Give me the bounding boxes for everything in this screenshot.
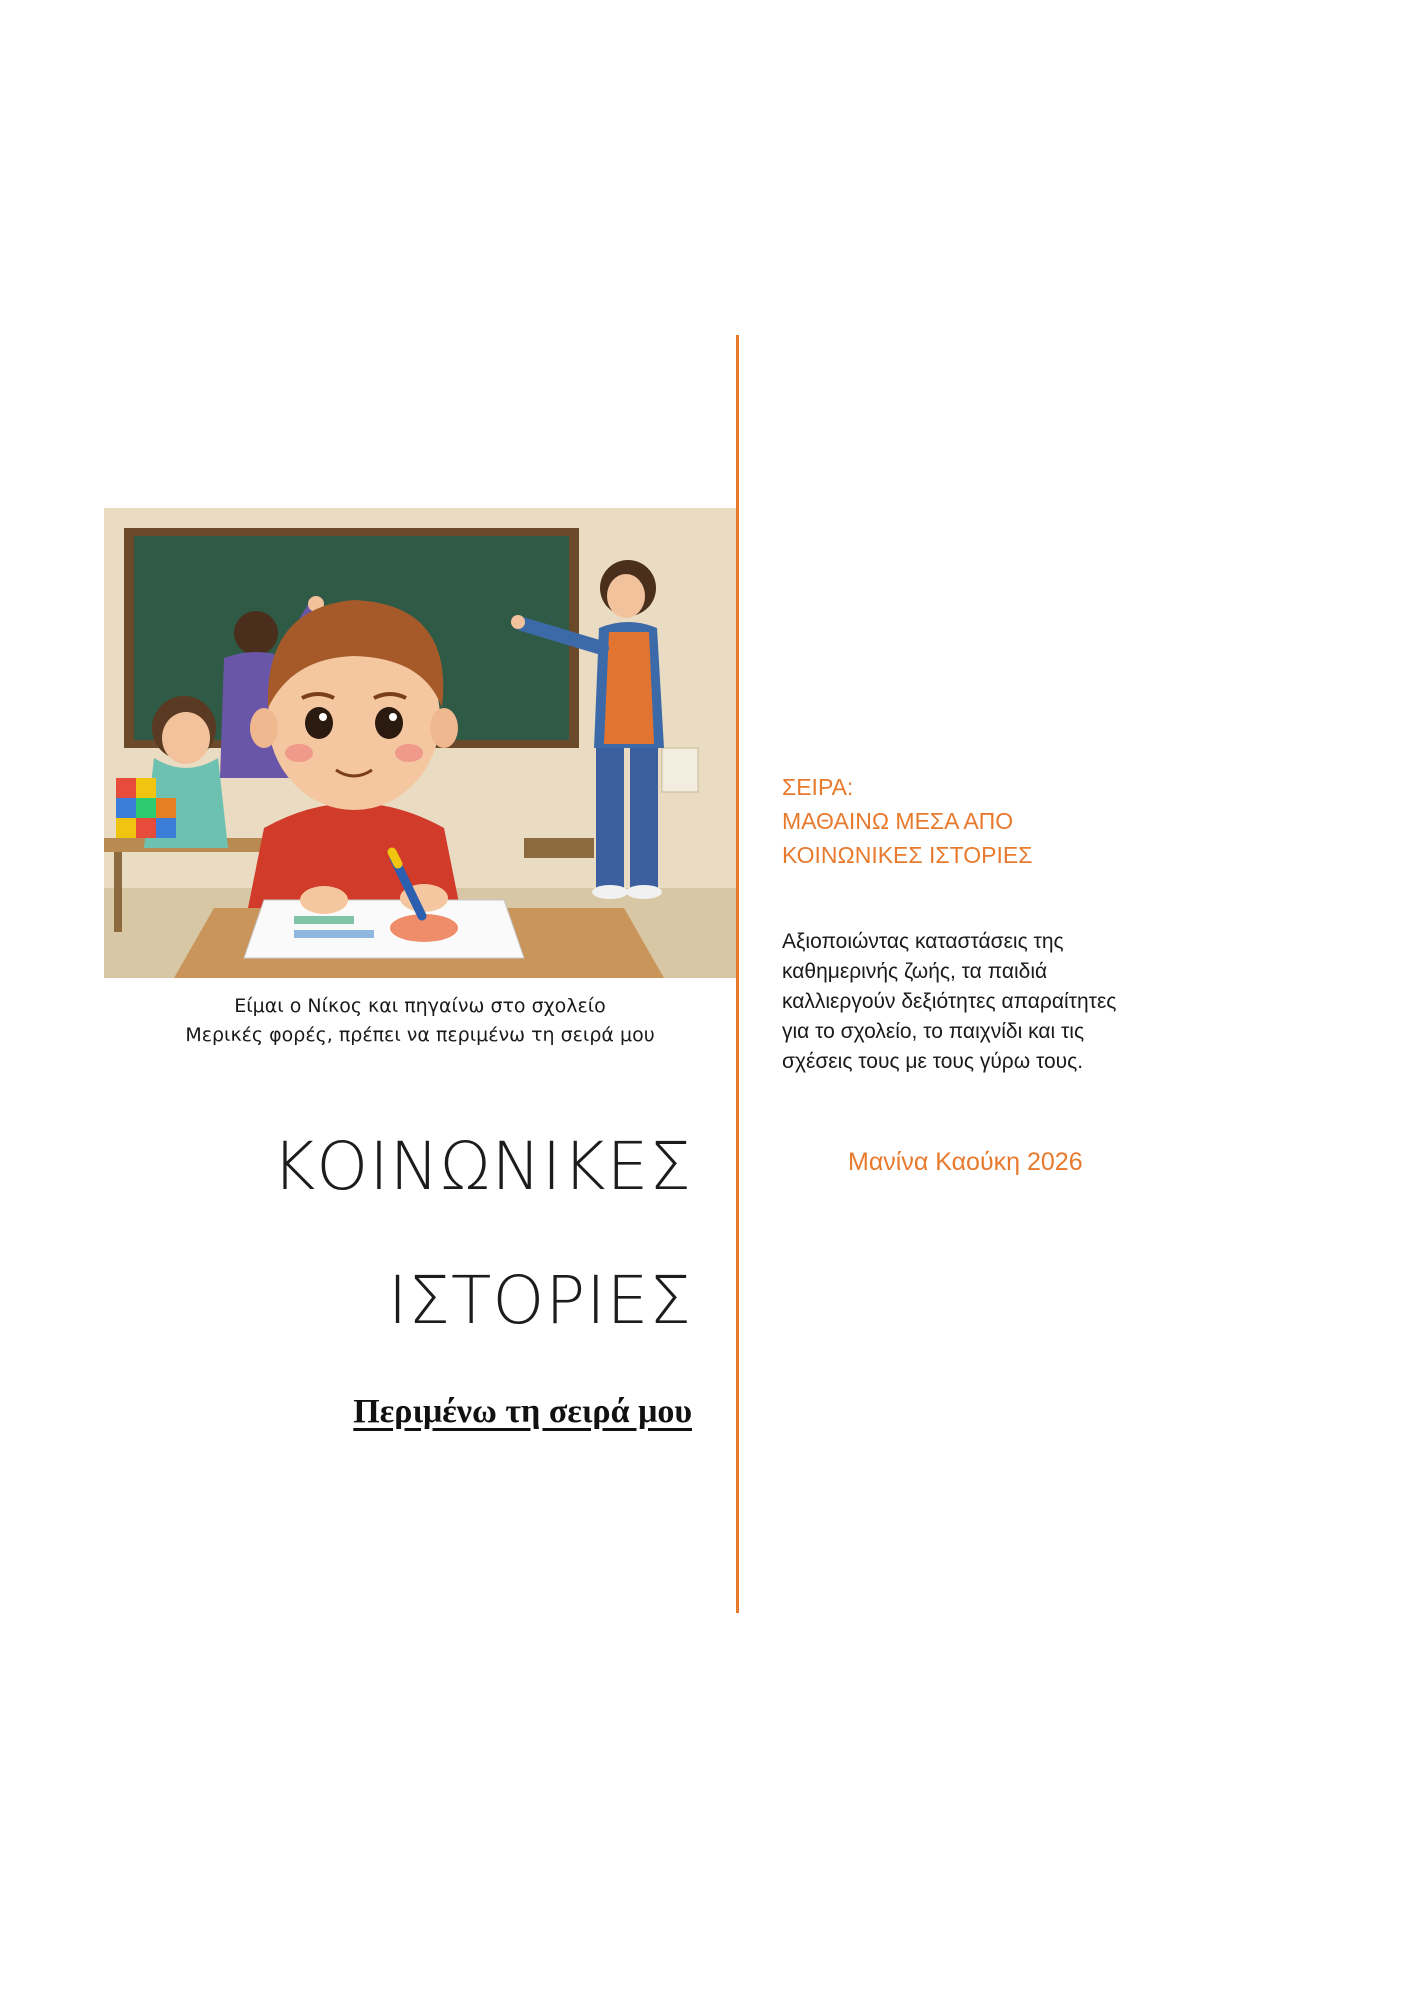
book-title-line-1: ΚΟΙΝΩΝΙΚΕΣ: [271, 1128, 692, 1205]
description-line: για το σχολείο, το παιχνίδι και τις: [782, 1020, 1085, 1043]
vertical-divider: [736, 335, 739, 1613]
description-line: καλλιεργούν δεξιότητες απαραίτητες: [782, 990, 1117, 1013]
description-line: σχέσεις τους με τους γύρω τους.: [782, 1050, 1084, 1073]
series-block: [782, 770, 1032, 872]
book-title-line-2: ΙΣΤΟΡΙΕΣ: [387, 1262, 692, 1339]
caption-line: Μερικές φορές, πρέπει να περιμένω τη σειρά μου: [185, 1024, 655, 1046]
book-subtitle: Περιμένω τη σειρά μου: [353, 1393, 692, 1430]
series-name-line-1: ΜΑΘΑΙΝΩ ΜΕΣΑ ΑΠΟ: [782, 808, 1014, 834]
classroom-illustration: [104, 508, 736, 978]
caption-line: Είμαι ο Νίκος και πηγαίνω στο σχολείο: [234, 995, 606, 1017]
series-label: ΣΕΙΡΑ:: [782, 774, 854, 800]
description-line: καθημερινής ζωής, τα παιδιά: [782, 960, 1048, 983]
author-year: Μανίνα Καούκη 2026: [848, 1148, 1083, 1176]
description-line: Αξιοποιώντας καταστάσεις της: [782, 930, 1064, 953]
description-block: [782, 927, 1202, 1077]
series-name-line-2: ΚΟΙΝΩΝΙΚΕΣ ΙΣΤΟΡΙΕΣ: [782, 842, 1033, 868]
illustration-caption: [104, 992, 736, 1050]
